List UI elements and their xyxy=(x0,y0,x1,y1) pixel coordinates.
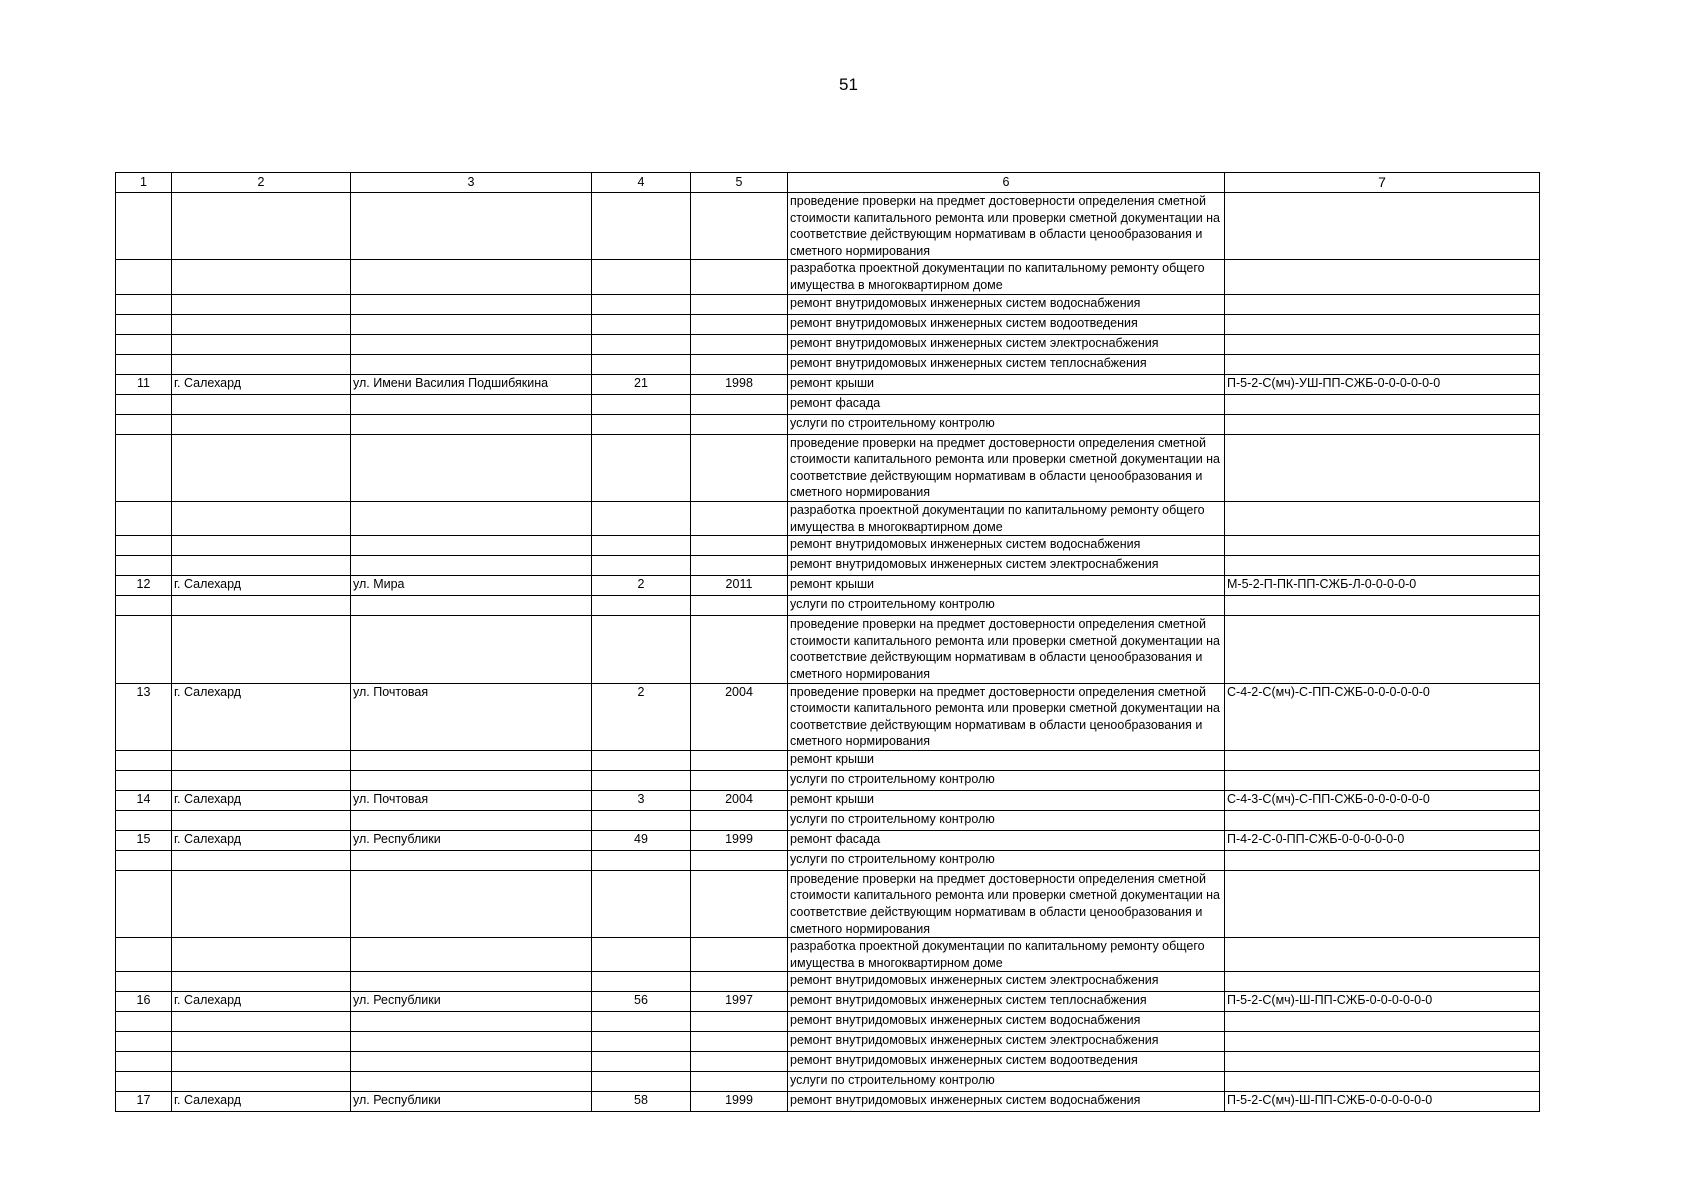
cell-house-number: 56 xyxy=(592,992,691,1012)
column-header-1: 1 xyxy=(116,173,172,193)
cell-year-built: 1999 xyxy=(691,830,788,850)
table-row xyxy=(116,556,1540,576)
cell-year-built xyxy=(691,260,788,294)
cell-year-built xyxy=(691,938,788,972)
cell-city xyxy=(172,501,351,535)
cell-work-type: проведение проверки на предмет достоверности определения сметной стоимости капитального ремонта или проверки сметной документации на соответствие действующим нормативам в области ценообразования и сметного нормирования xyxy=(788,193,1225,260)
column-header-7: 7 xyxy=(1225,173,1540,193)
table-row xyxy=(116,294,1540,314)
cell-city xyxy=(172,972,351,992)
cell-work-type: ремонт внутридомовых инженерных систем водоснабжения xyxy=(788,1092,1225,1112)
cell-city: г. Салехард xyxy=(172,683,351,750)
cell-year-built: 2004 xyxy=(691,790,788,810)
table-row xyxy=(116,354,1540,374)
table-row xyxy=(116,576,1540,596)
cell-row-number xyxy=(116,770,172,790)
table-row xyxy=(116,374,1540,394)
cell-street xyxy=(351,556,592,576)
cell-year-built xyxy=(691,434,788,501)
cell-street xyxy=(351,850,592,870)
table-row xyxy=(116,790,1540,810)
cell-row-number xyxy=(116,334,172,354)
cell-row-number xyxy=(116,972,172,992)
cell-city xyxy=(172,870,351,937)
cell-row-number xyxy=(116,1032,172,1052)
table-row xyxy=(116,1052,1540,1072)
cell-work-type: ремонт внутридомовых инженерных систем теплоснабжения xyxy=(788,992,1225,1012)
cell-work-type: ремонт крыши xyxy=(788,790,1225,810)
cell-city: г. Салехард xyxy=(172,576,351,596)
cell-year-built xyxy=(691,294,788,314)
cell-year-built xyxy=(691,556,788,576)
cell-row-number xyxy=(116,870,172,937)
cell-row-number: 16 xyxy=(116,992,172,1012)
cell-row-number xyxy=(116,260,172,294)
cell-city xyxy=(172,1052,351,1072)
cell-row-number xyxy=(116,1012,172,1032)
cell-city xyxy=(172,294,351,314)
cell-building-code: П-5-2-С(мч)-Ш-ПП-СЖБ-0-0-0-0-0-0 xyxy=(1225,992,1540,1012)
cell-work-type: ремонт фасада xyxy=(788,830,1225,850)
cell-work-type: проведение проверки на предмет достоверности определения сметной стоимости капитального ремонта или проверки сметной документации на соответствие действующим нормативам в области ценообразования и сметного нормирования xyxy=(788,434,1225,501)
cell-street xyxy=(351,938,592,972)
cell-house-number xyxy=(592,334,691,354)
cell-house-number xyxy=(592,260,691,294)
cell-year-built xyxy=(691,193,788,260)
table-row xyxy=(116,1012,1540,1032)
cell-row-number: 17 xyxy=(116,1092,172,1112)
cell-city: г. Салехард xyxy=(172,374,351,394)
table-row xyxy=(116,750,1540,770)
cell-building-code xyxy=(1225,1032,1540,1052)
cell-year-built xyxy=(691,536,788,556)
cell-city: г. Салехард xyxy=(172,830,351,850)
cell-city xyxy=(172,334,351,354)
table-row xyxy=(116,314,1540,334)
cell-building-code xyxy=(1225,354,1540,374)
cell-house-number xyxy=(592,294,691,314)
cell-house-number xyxy=(592,750,691,770)
cell-house-number xyxy=(592,394,691,414)
cell-street xyxy=(351,193,592,260)
cell-work-type: ремонт крыши xyxy=(788,374,1225,394)
cell-year-built xyxy=(691,1072,788,1092)
cell-street: ул. Республики xyxy=(351,1092,592,1112)
cell-street xyxy=(351,434,592,501)
table-row xyxy=(116,1072,1540,1092)
cell-work-type: ремонт внутридомовых инженерных систем водоснабжения xyxy=(788,536,1225,556)
table-row xyxy=(116,616,1540,683)
cell-row-number xyxy=(116,1052,172,1072)
cell-work-type: услуги по строительному контролю xyxy=(788,810,1225,830)
cell-house-number xyxy=(592,1052,691,1072)
cell-row-number xyxy=(116,556,172,576)
cell-year-built xyxy=(691,394,788,414)
cell-house-number: 49 xyxy=(592,830,691,850)
cell-street xyxy=(351,870,592,937)
cell-street xyxy=(351,616,592,683)
cell-city xyxy=(172,260,351,294)
cell-city xyxy=(172,850,351,870)
cell-house-number: 3 xyxy=(592,790,691,810)
cell-row-number xyxy=(116,414,172,434)
cell-city xyxy=(172,810,351,830)
cell-year-built xyxy=(691,414,788,434)
cell-year-built xyxy=(691,616,788,683)
table-row xyxy=(116,810,1540,830)
cell-year-built xyxy=(691,810,788,830)
cell-street xyxy=(351,770,592,790)
cell-work-type: разработка проектной документации по капитальному ремонту общего имущества в многоквартирном доме xyxy=(788,260,1225,294)
cell-building-code: С-4-3-С(мч)-С-ПП-СЖБ-0-0-0-0-0-0 xyxy=(1225,790,1540,810)
cell-house-number xyxy=(592,850,691,870)
cell-street xyxy=(351,260,592,294)
cell-year-built xyxy=(691,334,788,354)
cell-street xyxy=(351,972,592,992)
cell-street xyxy=(351,1072,592,1092)
cell-street xyxy=(351,1052,592,1072)
table-row xyxy=(116,938,1540,972)
cell-building-code xyxy=(1225,596,1540,616)
cell-house-number xyxy=(592,354,691,374)
cell-house-number xyxy=(592,810,691,830)
cell-year-built: 2011 xyxy=(691,576,788,596)
cell-building-code xyxy=(1225,1072,1540,1092)
cell-city xyxy=(172,434,351,501)
cell-building-code: С-4-2-С(мч)-С-ПП-СЖБ-0-0-0-0-0-0 xyxy=(1225,683,1540,750)
cell-street xyxy=(351,536,592,556)
cell-building-code: М-5-2-П-ПК-ПП-СЖБ-Л-0-0-0-0-0 xyxy=(1225,576,1540,596)
cell-building-code xyxy=(1225,414,1540,434)
cell-building-code xyxy=(1225,394,1540,414)
cell-building-code: П-5-2-С(мч)-УШ-ПП-СЖБ-0-0-0-0-0-0 xyxy=(1225,374,1540,394)
table-row xyxy=(116,414,1540,434)
cell-house-number xyxy=(592,938,691,972)
cell-year-built xyxy=(691,314,788,334)
cell-row-number xyxy=(116,314,172,334)
cell-street xyxy=(351,314,592,334)
table-row xyxy=(116,770,1540,790)
cell-street xyxy=(351,354,592,374)
cell-year-built xyxy=(691,870,788,937)
cell-house-number xyxy=(592,434,691,501)
table-row xyxy=(116,193,1540,260)
cell-city xyxy=(172,750,351,770)
cell-street xyxy=(351,810,592,830)
cell-street xyxy=(351,1012,592,1032)
cell-row-number xyxy=(116,434,172,501)
cell-building-code xyxy=(1225,314,1540,334)
cell-building-code xyxy=(1225,1012,1540,1032)
cell-work-type: ремонт крыши xyxy=(788,750,1225,770)
cell-work-type: ремонт фасада xyxy=(788,394,1225,414)
cell-building-code xyxy=(1225,972,1540,992)
cell-work-type: проведение проверки на предмет достоверности определения сметной стоимости капитального ремонта или проверки сметной документации на соответствие действующим нормативам в области ценообразования и сметного нормирования xyxy=(788,616,1225,683)
page-number: 51 xyxy=(839,75,858,94)
cell-row-number xyxy=(116,354,172,374)
cell-street xyxy=(351,596,592,616)
cell-city xyxy=(172,394,351,414)
cell-year-built xyxy=(691,1052,788,1072)
cell-year-built xyxy=(691,972,788,992)
cell-building-code xyxy=(1225,810,1540,830)
cell-city xyxy=(172,938,351,972)
cell-building-code: П-5-2-С(мч)-Ш-ПП-СЖБ-0-0-0-0-0-0 xyxy=(1225,1092,1540,1112)
cell-city xyxy=(172,414,351,434)
cell-year-built: 1999 xyxy=(691,1092,788,1112)
cell-row-number xyxy=(116,850,172,870)
cell-work-type: ремонт внутридомовых инженерных систем водоснабжения xyxy=(788,294,1225,314)
cell-building-code xyxy=(1225,556,1540,576)
cell-street: ул. Мира xyxy=(351,576,592,596)
cell-row-number: 11 xyxy=(116,374,172,394)
cell-house-number xyxy=(592,1072,691,1092)
column-header-5: 5 xyxy=(691,173,788,193)
table-body xyxy=(116,193,1540,1112)
cell-work-type: ремонт внутридомовых инженерных систем водоснабжения xyxy=(788,1012,1225,1032)
cell-city xyxy=(172,193,351,260)
table-row xyxy=(116,1092,1540,1112)
table-row xyxy=(116,536,1540,556)
cell-building-code xyxy=(1225,193,1540,260)
cell-year-built xyxy=(691,750,788,770)
column-header-2: 2 xyxy=(172,173,351,193)
repair-register-table xyxy=(115,172,1540,1112)
cell-building-code xyxy=(1225,770,1540,790)
cell-year-built xyxy=(691,850,788,870)
table-row xyxy=(116,501,1540,535)
cell-work-type: услуги по строительному контролю xyxy=(788,770,1225,790)
cell-row-number: 15 xyxy=(116,830,172,850)
cell-house-number xyxy=(592,972,691,992)
table-header-row xyxy=(116,173,1540,193)
cell-work-type: услуги по строительному контролю xyxy=(788,596,1225,616)
table-row xyxy=(116,830,1540,850)
table-row xyxy=(116,870,1540,937)
cell-work-type: ремонт внутридомовых инженерных систем водоотведения xyxy=(788,1052,1225,1072)
cell-house-number xyxy=(592,501,691,535)
cell-year-built xyxy=(691,501,788,535)
cell-city xyxy=(172,1012,351,1032)
table-row xyxy=(116,972,1540,992)
cell-row-number xyxy=(116,938,172,972)
cell-street xyxy=(351,294,592,314)
cell-building-code xyxy=(1225,334,1540,354)
column-header-6: 6 xyxy=(788,173,1225,193)
cell-city xyxy=(172,1032,351,1052)
table-row xyxy=(116,334,1540,354)
cell-house-number: 2 xyxy=(592,683,691,750)
cell-building-code xyxy=(1225,1052,1540,1072)
cell-city xyxy=(172,314,351,334)
cell-work-type: проведение проверки на предмет достоверности определения сметной стоимости капитального ремонта или проверки сметной документации на соответствие действующим нормативам в области ценообразования и сметного нормирования xyxy=(788,683,1225,750)
table-row xyxy=(116,992,1540,1012)
cell-street: ул. Почтовая xyxy=(351,683,592,750)
cell-year-built: 1998 xyxy=(691,374,788,394)
cell-row-number xyxy=(116,394,172,414)
cell-building-code xyxy=(1225,850,1540,870)
cell-street xyxy=(351,501,592,535)
cell-street: ул. Республики xyxy=(351,992,592,1012)
cell-row-number xyxy=(116,616,172,683)
cell-building-code xyxy=(1225,870,1540,937)
table-row xyxy=(116,394,1540,414)
table-row xyxy=(116,683,1540,750)
column-header-4: 4 xyxy=(592,173,691,193)
cell-building-code xyxy=(1225,536,1540,556)
cell-house-number xyxy=(592,314,691,334)
cell-house-number xyxy=(592,870,691,937)
cell-street xyxy=(351,334,592,354)
cell-house-number xyxy=(592,414,691,434)
cell-year-built xyxy=(691,354,788,374)
cell-year-built: 1997 xyxy=(691,992,788,1012)
cell-row-number: 12 xyxy=(116,576,172,596)
cell-city xyxy=(172,770,351,790)
cell-row-number xyxy=(116,596,172,616)
cell-year-built xyxy=(691,770,788,790)
cell-row-number xyxy=(116,501,172,535)
cell-street: ул. Имени Василия Подшибякина xyxy=(351,374,592,394)
cell-year-built xyxy=(691,1032,788,1052)
cell-work-type: ремонт внутридомовых инженерных систем электроснабжения xyxy=(788,1032,1225,1052)
cell-building-code xyxy=(1225,294,1540,314)
cell-work-type: услуги по строительному контролю xyxy=(788,414,1225,434)
cell-city xyxy=(172,536,351,556)
cell-street: ул. Республики xyxy=(351,830,592,850)
cell-work-type: ремонт внутридомовых инженерных систем электроснабжения xyxy=(788,334,1225,354)
cell-building-code xyxy=(1225,260,1540,294)
cell-building-code xyxy=(1225,501,1540,535)
cell-house-number xyxy=(592,1012,691,1032)
table-row xyxy=(116,596,1540,616)
cell-work-type: ремонт внутридомовых инженерных систем электроснабжения xyxy=(788,972,1225,992)
cell-house-number xyxy=(592,536,691,556)
cell-work-type: услуги по строительному контролю xyxy=(788,850,1225,870)
cell-city xyxy=(172,596,351,616)
cell-house-number xyxy=(592,596,691,616)
cell-year-built xyxy=(691,596,788,616)
cell-work-type: услуги по строительному контролю xyxy=(788,1072,1225,1092)
cell-city xyxy=(172,1072,351,1092)
cell-city xyxy=(172,354,351,374)
cell-row-number xyxy=(116,193,172,260)
cell-street xyxy=(351,1032,592,1052)
cell-year-built xyxy=(691,1012,788,1032)
cell-building-code xyxy=(1225,616,1540,683)
cell-work-type: разработка проектной документации по капитальному ремонту общего имущества в многоквартирном доме xyxy=(788,501,1225,535)
cell-house-number xyxy=(592,770,691,790)
cell-house-number: 21 xyxy=(592,374,691,394)
cell-work-type: ремонт внутридомовых инженерных систем теплоснабжения xyxy=(788,354,1225,374)
cell-house-number xyxy=(592,616,691,683)
cell-city: г. Салехард xyxy=(172,790,351,810)
cell-street xyxy=(351,394,592,414)
cell-building-code: П-4-2-С-0-ПП-СЖБ-0-0-0-0-0-0 xyxy=(1225,830,1540,850)
cell-row-number xyxy=(116,294,172,314)
cell-year-built: 2004 xyxy=(691,683,788,750)
cell-street xyxy=(351,750,592,770)
cell-city xyxy=(172,616,351,683)
cell-building-code xyxy=(1225,750,1540,770)
cell-house-number xyxy=(592,556,691,576)
cell-building-code xyxy=(1225,434,1540,501)
cell-row-number xyxy=(116,750,172,770)
table-row xyxy=(116,1032,1540,1052)
cell-city xyxy=(172,556,351,576)
cell-row-number xyxy=(116,810,172,830)
cell-street xyxy=(351,414,592,434)
cell-row-number: 13 xyxy=(116,683,172,750)
cell-house-number: 58 xyxy=(592,1092,691,1112)
cell-row-number xyxy=(116,536,172,556)
cell-street: ул. Почтовая xyxy=(351,790,592,810)
cell-city: г. Салехард xyxy=(172,992,351,1012)
cell-row-number: 14 xyxy=(116,790,172,810)
table-row xyxy=(116,434,1540,501)
cell-work-type: ремонт внутридомовых инженерных систем электроснабжения xyxy=(788,556,1225,576)
cell-house-number xyxy=(592,193,691,260)
cell-building-code xyxy=(1225,938,1540,972)
cell-work-type: разработка проектной документации по капитальному ремонту общего имущества в многоквартирном доме xyxy=(788,938,1225,972)
cell-row-number xyxy=(116,1072,172,1092)
cell-work-type: ремонт внутридомовых инженерных систем водоотведения xyxy=(788,314,1225,334)
cell-house-number: 2 xyxy=(592,576,691,596)
column-header-3: 3 xyxy=(351,173,592,193)
table-row xyxy=(116,850,1540,870)
cell-city: г. Салехард xyxy=(172,1092,351,1112)
table-row xyxy=(116,260,1540,294)
cell-work-type: проведение проверки на предмет достоверности определения сметной стоимости капитального ремонта или проверки сметной документации на соответствие действующим нормативам в области ценообразования и сметного нормирования xyxy=(788,870,1225,937)
cell-house-number xyxy=(592,1032,691,1052)
cell-work-type: ремонт крыши xyxy=(788,576,1225,596)
